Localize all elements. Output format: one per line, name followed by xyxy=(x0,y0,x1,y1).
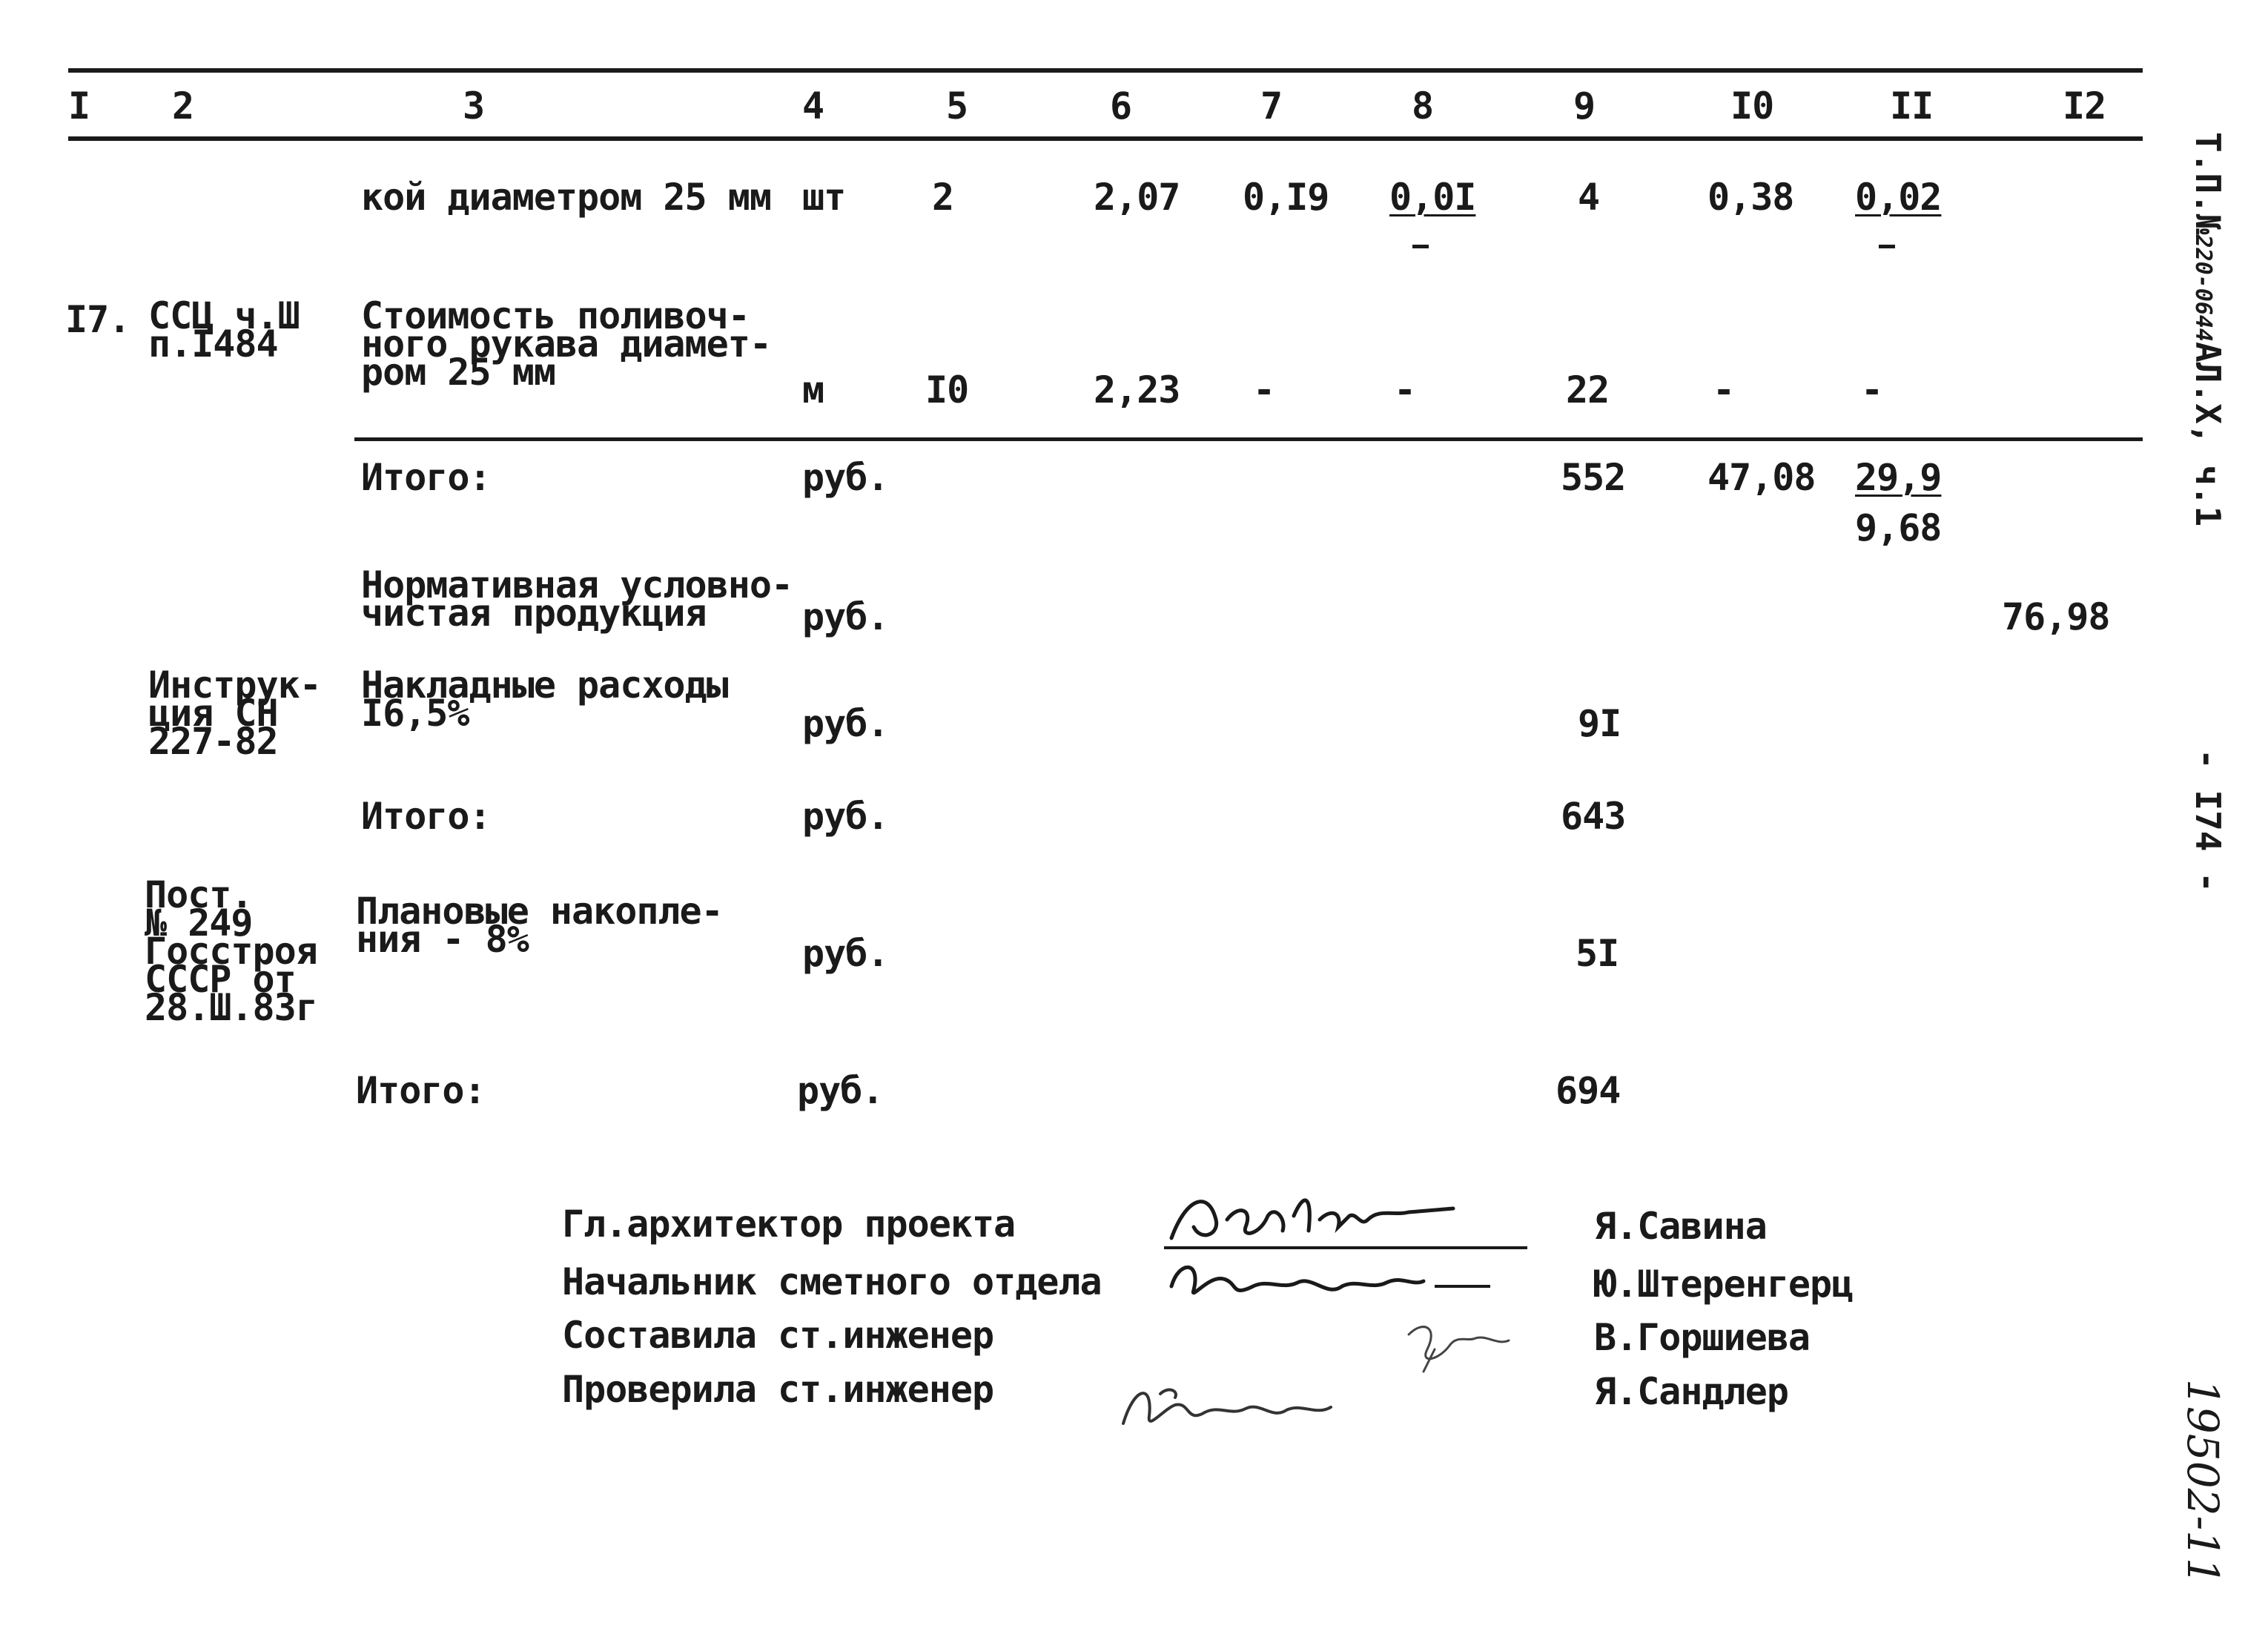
r4-unit: руб. xyxy=(802,595,889,638)
r5-reference: Инструк- ция СН 227-82 xyxy=(148,664,321,763)
r4-description: Нормативная условно- чистая продукция xyxy=(361,563,793,635)
r6-total: 643 xyxy=(1561,795,1626,838)
r3-c10: 47,08 xyxy=(1707,456,1816,499)
margin-code-prefix: Т.П.№ xyxy=(2188,132,2228,235)
r5-unit: руб. xyxy=(802,702,889,745)
r1-c8-dash xyxy=(1412,245,1429,248)
signature-3-scribble xyxy=(1394,1305,1520,1386)
r2-c8: - xyxy=(1394,368,1416,411)
r2-price: 2,23 xyxy=(1094,368,1180,411)
col-header-7: 7 xyxy=(1260,85,1283,128)
margin-doc-code xyxy=(2188,132,2228,526)
r2-unit: м xyxy=(802,368,824,411)
sig-name-4: Я.Сандлер xyxy=(1594,1370,1788,1413)
col-header-2: 2 xyxy=(172,85,194,128)
r1-unit: шт xyxy=(802,176,846,219)
r2-c10: - xyxy=(1713,368,1735,411)
col-header-6: 6 xyxy=(1110,85,1132,128)
r1-c10: 0,38 xyxy=(1707,176,1794,219)
r2-qty: I0 xyxy=(925,368,969,411)
r8-total: 694 xyxy=(1555,1069,1621,1112)
margin-code-suffix: АЛ.Х, ч.1 xyxy=(2188,341,2228,527)
margin-page-number: - I74 - xyxy=(2188,749,2228,893)
r7-total: 5I xyxy=(1576,932,1619,975)
col-header-3: 3 xyxy=(463,85,485,128)
r5-description: Накладные расходы I6,5% xyxy=(361,664,728,735)
r4-c12: 76,98 xyxy=(2002,595,2110,638)
r6-label: Итого: xyxy=(361,795,491,838)
r7-unit: руб. xyxy=(802,932,889,975)
r7-description: Плановые накопле- ния - 8% xyxy=(356,890,723,961)
r6-unit: руб. xyxy=(802,795,889,838)
top-rule xyxy=(68,68,2143,73)
col-header-9: 9 xyxy=(1573,85,1596,128)
r1-qty: 2 xyxy=(932,176,954,219)
r3-unit: руб. xyxy=(802,456,889,499)
r3-total: 552 xyxy=(1561,456,1626,499)
signature-2-scribble xyxy=(1157,1246,1505,1312)
sig-name-1: Я.Савина xyxy=(1594,1205,1767,1248)
r2-description: Стоимость поливоч- ного рукава диамет- ром 25 мм xyxy=(361,294,771,394)
r2-c7: - xyxy=(1253,368,1275,411)
r2-total: 22 xyxy=(1566,368,1610,411)
r8-unit: руб. xyxy=(797,1069,884,1112)
sig-name-3: В.Горшиева xyxy=(1594,1316,1811,1359)
r7-reference: Пост. № 249 Госстроя СССР от 28.Ш.83г xyxy=(145,873,317,1029)
r2-reference: ССЦ ч.Ш п.I484 xyxy=(148,294,300,366)
col-header-4: 4 xyxy=(802,85,824,128)
header-rule xyxy=(68,136,2143,141)
col-header-11: II xyxy=(1890,85,1934,128)
r1-price: 2,07 xyxy=(1094,176,1180,219)
r3-label: Итого: xyxy=(361,456,491,499)
signature-4-scribble xyxy=(1108,1364,1361,1446)
r2-item-number: I7. xyxy=(65,298,130,341)
r1-c11-dash xyxy=(1879,245,1895,248)
sig-name-2: Ю.Штеренгерц xyxy=(1594,1263,1854,1306)
margin-code-number: 220-0644 xyxy=(2190,234,2216,342)
r5-total: 9I xyxy=(1578,702,1621,745)
margin-archive-number: 19502-11 xyxy=(2178,1379,2228,1585)
signature-1-scribble xyxy=(1157,1175,1542,1257)
sig-role-2: Начальник сметного отдела xyxy=(562,1260,1102,1303)
sig-role-3: Составила ст.инженер xyxy=(562,1314,994,1357)
r3-c11a: 29,9 xyxy=(1855,456,1942,499)
sig-role-4: Проверила ст.инженер xyxy=(562,1368,994,1411)
sig-role-1: Гл.архитектор проекта xyxy=(562,1203,1016,1246)
r1-c11: 0,02 xyxy=(1855,176,1942,219)
r3-c11b: 9,68 xyxy=(1855,506,1942,549)
col-header-1: I xyxy=(68,85,90,128)
col-header-8: 8 xyxy=(1412,85,1434,128)
subtotal-rule xyxy=(354,437,2143,441)
col-header-10: I0 xyxy=(1730,85,1774,128)
r1-c8: 0,0I xyxy=(1389,176,1476,219)
col-header-5: 5 xyxy=(946,85,968,128)
r2-c11: - xyxy=(1861,368,1883,411)
r8-label: Итого: xyxy=(356,1069,486,1112)
r1-total: 4 xyxy=(1578,176,1600,219)
col-header-12: I2 xyxy=(2063,85,2106,128)
r1-c7: 0,I9 xyxy=(1243,176,1329,219)
r1-description: кой диаметром 25 мм xyxy=(361,176,771,219)
